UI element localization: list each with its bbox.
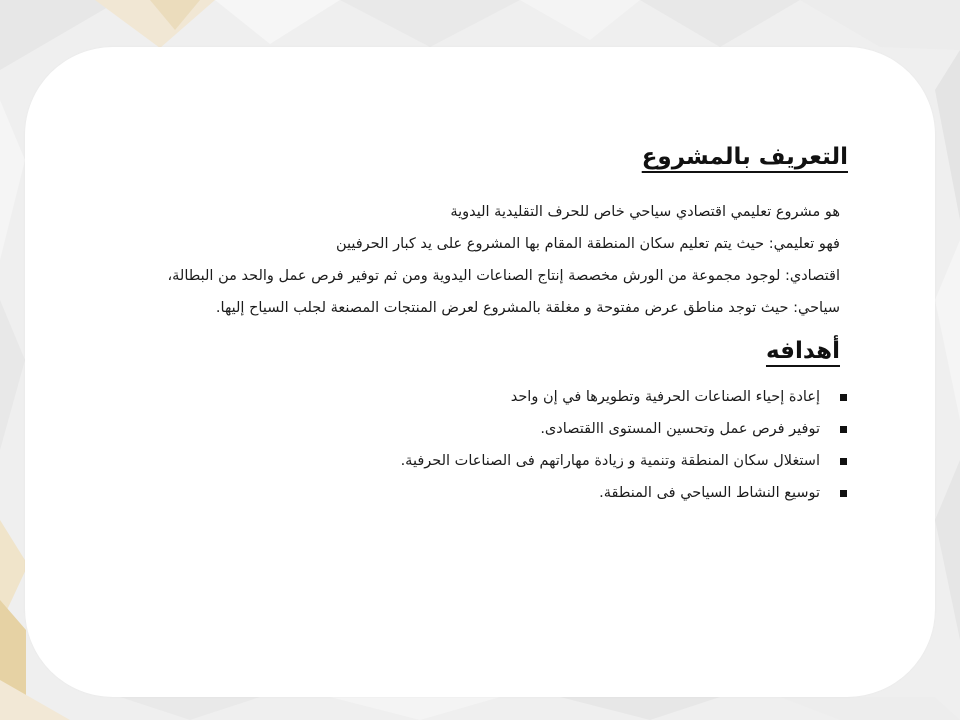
intro-line: فهو تعليمي: حيث يتم تعليم سكان المنطقة المقام بها المشروع على يد كبار الحرفيين xyxy=(335,236,840,252)
intro-paragraph xyxy=(128,196,840,324)
goal-item xyxy=(128,477,847,509)
goal-item xyxy=(128,413,847,445)
intro-line: اقتصادي: لوجود مجموعة من الورش مخصصة إنتاج الصناعات اليدوية ومن ثم توفير فرص عمل والحد من البطالة، xyxy=(167,268,840,284)
goal-text: إعادة إحياء الصناعات الحرفية وتطويرها في إن واحد xyxy=(510,389,820,405)
square-bullet-icon xyxy=(840,458,847,465)
goal-text: توفير فرص عمل وتحسين المستوى االقتصادى. xyxy=(540,421,820,437)
goal-item xyxy=(128,445,847,477)
slide-content xyxy=(128,139,848,509)
square-bullet-icon xyxy=(840,394,847,401)
goals-list xyxy=(128,381,847,509)
square-bullet-icon xyxy=(840,426,847,433)
goal-item xyxy=(128,381,847,413)
goal-text: توسيع النشاط السياحي فى المنطقة. xyxy=(599,485,820,501)
goals-title: أهدافه xyxy=(765,338,840,364)
intro-line: هو مشروع تعليمي اقتصادي سياحي خاص للحرف التقليدية اليدوية xyxy=(450,204,840,220)
square-bullet-icon xyxy=(840,490,847,497)
goal-text: استغلال سكان المنطقة وتنمية و زيادة مهاراتهم فى الصناعات الحرفية. xyxy=(400,453,820,469)
section-title: التعريف بالمشروع xyxy=(641,144,848,170)
intro-line: سياحي: حيث توجد مناطق عرض مفتوحة و مغلقة بالمشروع لعرض المنتجات المصنعة لجلب السياح إليها. xyxy=(215,300,840,316)
